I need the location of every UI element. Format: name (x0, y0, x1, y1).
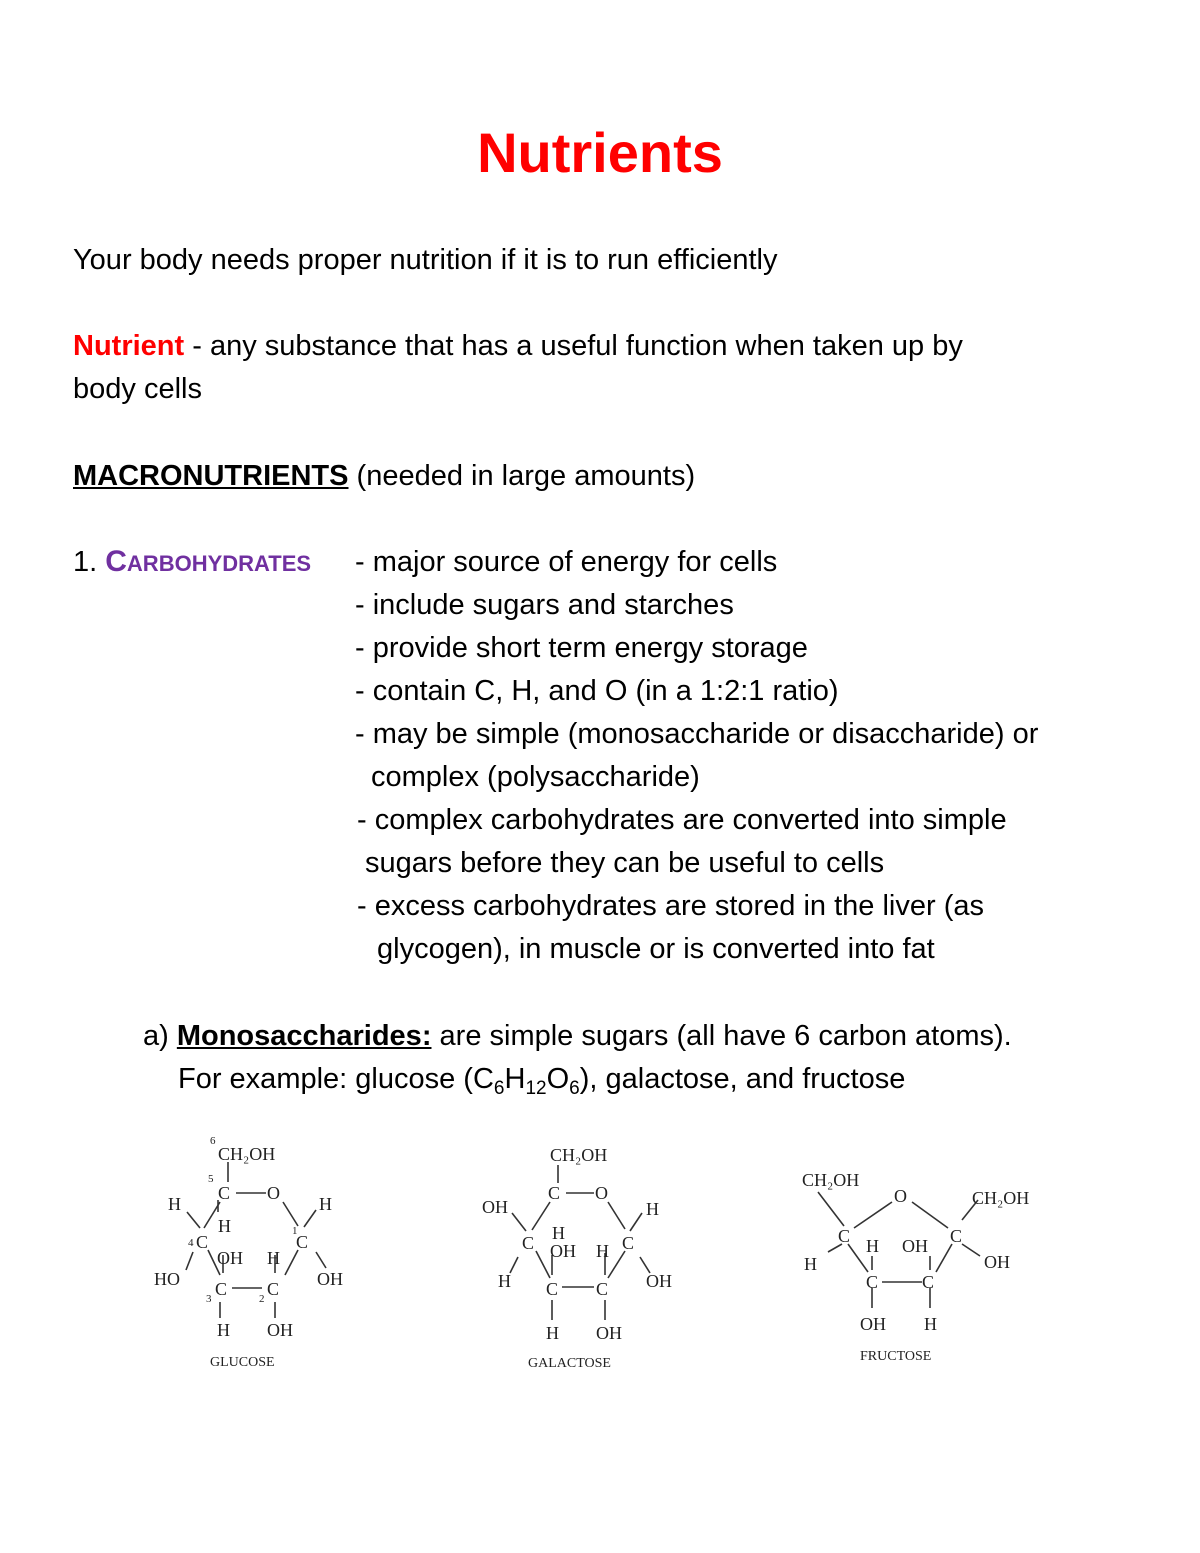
fructose-ch2oh-left: CH₂OH (802, 1170, 860, 1190)
glucose-label: GLUCOSE (210, 1355, 275, 1370)
svg-text:C: C (196, 1232, 209, 1252)
svg-text:4: 4 (188, 1237, 194, 1249)
svg-text:OH: OH (860, 1314, 886, 1334)
monosaccharides-example: For example: glucose $(C_6H_{12}O_6)$, galactose, and fructose (178, 1063, 906, 1099)
carb-bullet: - provide short term energy storage (355, 632, 808, 664)
svg-text:OH: OH (596, 1323, 622, 1343)
carbohydrates-heading (73, 544, 311, 582)
macronutrients-label: MACRONUTRIENTS (73, 460, 349, 492)
svg-text:1: 1 (292, 1225, 298, 1237)
carb-bullet: sugars before they can be useful to cells (365, 847, 885, 879)
fructose-structure (790, 1160, 1070, 1380)
nutrient-term: Nutrient (73, 330, 185, 362)
svg-text:H: H (924, 1314, 937, 1334)
svg-text:O: O (267, 1183, 280, 1203)
carb-bullet: - excess carbohydrates are stored in the liver (as (357, 890, 984, 922)
nutrient-definition-cont: body cells (73, 373, 202, 405)
nutrient-definition-text: - any substance that has a useful function when taken up by (184, 330, 963, 362)
galactose-structure (470, 1135, 710, 1385)
svg-text:OH: OH (646, 1271, 672, 1291)
svg-text:C: C (950, 1226, 963, 1246)
svg-text:OH: OH (984, 1252, 1010, 1272)
svg-text:C: C (596, 1279, 609, 1299)
carb-bullet: - include sugars and starches (355, 589, 734, 621)
svg-text:3: 3 (206, 1293, 212, 1305)
svg-text:C: C (546, 1279, 559, 1299)
carb-bullet: - contain C, H, and O (in a 1:2:1 ratio) (355, 675, 839, 707)
svg-text:H: H (552, 1223, 565, 1243)
glucose-structure (140, 1130, 380, 1380)
svg-text:H: H (646, 1199, 659, 1219)
svg-text:OH: OH (317, 1269, 343, 1289)
svg-text:C: C (866, 1272, 879, 1292)
svg-text:OH: OH (217, 1248, 243, 1268)
galactose-ch2oh: CH₂OH (550, 1145, 608, 1165)
carb-bullet: glycogen), in muscle or is converted into fat (377, 933, 935, 965)
svg-text:O: O (595, 1183, 608, 1203)
carbohydrates-number: 1. (73, 546, 106, 578)
svg-text:H: H (319, 1194, 332, 1214)
svg-text:H: H (218, 1216, 231, 1236)
monosaccharides-line (143, 1018, 1012, 1054)
svg-text:H: H (267, 1248, 280, 1268)
glucose-num6: 6 (210, 1135, 216, 1147)
monosaccharides-label: a) (143, 1020, 177, 1052)
svg-text:C: C (267, 1279, 280, 1299)
svg-text:OH: OH (902, 1236, 928, 1256)
svg-text:OH: OH (482, 1197, 508, 1217)
svg-text:H: H (498, 1271, 511, 1291)
svg-text:C: C (522, 1233, 535, 1253)
svg-text:H: H (804, 1254, 817, 1274)
svg-text:C: C (548, 1183, 561, 1203)
svg-text:5: 5 (208, 1173, 214, 1185)
intro-text: Your body needs proper nutrition if it is to run efficiently (73, 244, 778, 276)
carb-bullet: - major source of energy for cells (355, 546, 778, 578)
fructose-ch2oh-right: CH₂OH (972, 1188, 1030, 1208)
svg-text:C: C (215, 1279, 228, 1299)
svg-text:C: C (296, 1232, 309, 1252)
svg-text:OH: OH (550, 1241, 576, 1261)
svg-text:HO: HO (154, 1269, 180, 1289)
svg-text:H: H (217, 1320, 230, 1340)
fructose-label: FRUCTOSE (860, 1349, 932, 1364)
svg-text:C: C (622, 1233, 635, 1253)
carbohydrates-rest: ARBOHYDRATES (126, 551, 312, 576)
macronutrients-heading (73, 458, 695, 494)
carbohydrates-initial: C (105, 545, 127, 578)
svg-text:OH: OH (267, 1320, 293, 1340)
galactose-label: GALACTOSE (528, 1356, 611, 1371)
monosaccharides-text: are simple sugars (all have 6 carbon atoms). (431, 1020, 1012, 1052)
svg-text:C: C (218, 1183, 231, 1203)
svg-text:C: C (838, 1226, 851, 1246)
carbohydrates-title (105, 545, 311, 578)
svg-text:2: 2 (259, 1293, 265, 1305)
carb-bullet: - complex carbohydrates are converted into simple (357, 804, 1007, 836)
glucose-ch2oh: CH₂OH (218, 1144, 276, 1164)
svg-text:C: C (922, 1272, 935, 1292)
svg-text:O: O (894, 1186, 907, 1206)
monosaccharides-term: Monosaccharides: (176, 1020, 432, 1052)
nutrient-definition (73, 328, 963, 364)
svg-text:H: H (596, 1241, 609, 1261)
carb-bullet: - may be simple (monosaccharide or disaccharide) or (355, 718, 1039, 750)
svg-text:H: H (866, 1236, 879, 1256)
page-title: Nutrients (477, 121, 723, 184)
carb-bullet: complex (polysaccharide) (371, 761, 700, 793)
svg-text:H: H (168, 1194, 181, 1214)
svg-text:H: H (546, 1323, 559, 1343)
macronutrients-note: (needed in large amounts) (348, 460, 696, 492)
